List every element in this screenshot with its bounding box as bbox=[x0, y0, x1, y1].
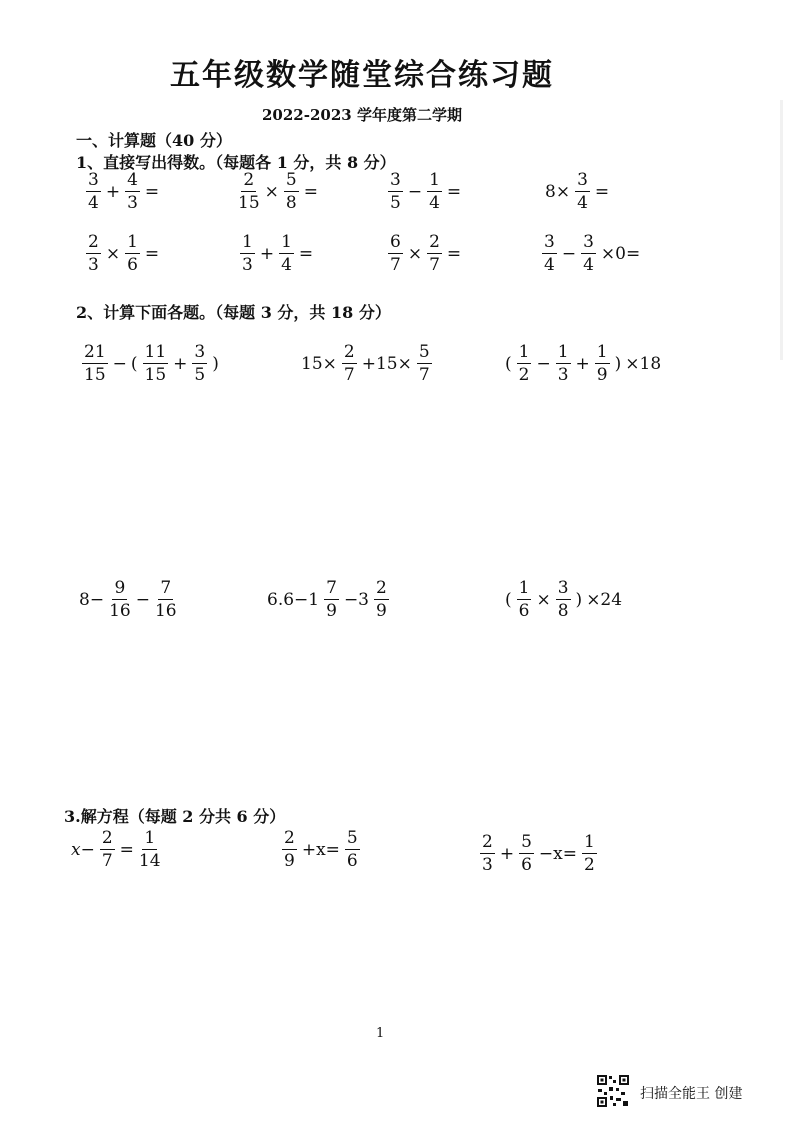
qr-code-icon bbox=[596, 1074, 630, 1112]
scanner-credit: 扫描全能王 创建 bbox=[640, 1086, 743, 1102]
operator: × bbox=[407, 244, 423, 264]
operator: + bbox=[105, 182, 121, 202]
fraction bbox=[517, 344, 532, 384]
numerator: 21 bbox=[84, 342, 106, 362]
numerator: 2 bbox=[482, 832, 493, 852]
fraction bbox=[581, 234, 596, 274]
q2-item-a bbox=[80, 344, 220, 384]
numerator: 11 bbox=[144, 342, 167, 362]
denominator: 3 bbox=[127, 193, 138, 213]
denominator: 15 bbox=[84, 365, 106, 385]
numerator: 1 bbox=[144, 828, 156, 848]
q1-item-5 bbox=[84, 234, 160, 274]
numerator: 7 bbox=[160, 578, 172, 598]
numerator: 9 bbox=[114, 578, 126, 598]
operator: = bbox=[594, 182, 610, 202]
fraction bbox=[284, 172, 299, 212]
operator: = bbox=[303, 182, 318, 202]
page-subtitle: 2022-2023 学年度第二学期 bbox=[262, 106, 462, 124]
operator: ) bbox=[614, 354, 622, 374]
fraction bbox=[86, 234, 101, 274]
operator: × bbox=[105, 244, 121, 264]
q2-item-c bbox=[504, 344, 662, 384]
q2-item-d bbox=[78, 580, 179, 620]
scan-edge-mark bbox=[780, 100, 783, 360]
numerator: 2 bbox=[284, 828, 295, 848]
denominator: 6 bbox=[127, 255, 138, 275]
operator: ×24 bbox=[586, 590, 623, 610]
fraction bbox=[427, 234, 442, 274]
denominator: 9 bbox=[326, 601, 337, 621]
operator: − bbox=[561, 244, 577, 264]
denominator: 3 bbox=[88, 255, 99, 275]
operator: + bbox=[259, 244, 275, 264]
fraction bbox=[582, 834, 597, 874]
q1-item-6 bbox=[238, 234, 314, 274]
section-title-calculation: 一、计算题（40 分） bbox=[76, 131, 232, 150]
operator: 8× bbox=[545, 182, 571, 202]
q1-item-4 bbox=[544, 172, 610, 212]
fraction bbox=[417, 344, 432, 384]
numerator: 2 bbox=[101, 828, 113, 848]
denominator: 7 bbox=[343, 365, 355, 385]
fraction bbox=[86, 172, 101, 212]
operator: ( bbox=[505, 590, 512, 610]
q1-item-2 bbox=[236, 172, 319, 212]
fraction bbox=[556, 580, 571, 620]
operator: ×18 bbox=[625, 354, 662, 374]
fraction bbox=[139, 830, 161, 870]
section-title-equations: 3.解方程（每题 2 分共 6 分） bbox=[64, 807, 286, 826]
fraction bbox=[427, 172, 442, 212]
operator: +15× bbox=[361, 354, 412, 374]
numerator: 2 bbox=[429, 232, 440, 252]
numerator: 2 bbox=[243, 170, 255, 190]
denominator: 9 bbox=[376, 601, 387, 621]
denominator: 4 bbox=[583, 255, 594, 275]
question-1-title: 1、直接写出得数。（每题各 1 分，共 8 分） bbox=[76, 153, 396, 172]
q1-item-8 bbox=[540, 234, 641, 274]
denominator: 15 bbox=[144, 365, 167, 385]
operator: = bbox=[119, 840, 134, 860]
operator: − bbox=[536, 354, 551, 374]
denominator: 4 bbox=[429, 193, 440, 213]
denominator: 7 bbox=[429, 255, 440, 275]
denominator: 16 bbox=[109, 601, 131, 621]
fraction bbox=[345, 830, 360, 870]
numerator: 1 bbox=[127, 232, 138, 252]
operator: = bbox=[144, 244, 160, 264]
operator: + bbox=[575, 354, 590, 374]
denominator: 4 bbox=[281, 255, 292, 275]
numerator: 1 bbox=[242, 232, 253, 252]
numerator: 3 bbox=[390, 170, 401, 190]
denominator: 6 bbox=[346, 851, 358, 871]
fraction bbox=[342, 344, 357, 384]
fraction bbox=[556, 344, 571, 384]
operator: +x= bbox=[301, 840, 340, 860]
numerator: 3 bbox=[577, 170, 588, 190]
denominator: 16 bbox=[154, 601, 177, 621]
numerator: 2 bbox=[343, 342, 355, 362]
operator: ( bbox=[130, 354, 138, 374]
denominator: 7 bbox=[101, 851, 113, 871]
numerator: 2 bbox=[88, 232, 99, 252]
operator: × bbox=[536, 590, 551, 610]
numerator: 4 bbox=[127, 170, 138, 190]
fraction bbox=[279, 234, 294, 274]
fraction bbox=[282, 830, 297, 870]
denominator: 6 bbox=[518, 601, 530, 621]
fraction bbox=[575, 172, 590, 212]
numerator: 1 bbox=[281, 232, 292, 252]
operator: − bbox=[407, 182, 423, 202]
fraction bbox=[595, 344, 610, 384]
question-2-title: 2、计算下面各题。（每题 3 分，共 18 分） bbox=[76, 303, 391, 322]
fraction bbox=[240, 234, 255, 274]
denominator: 7 bbox=[418, 365, 430, 385]
fraction bbox=[519, 834, 534, 874]
denominator: 8 bbox=[285, 193, 297, 213]
equation-c bbox=[478, 834, 599, 874]
operator: 8− bbox=[79, 590, 105, 610]
numerator: 3 bbox=[544, 232, 555, 252]
operator: ) bbox=[212, 354, 219, 374]
denominator: 4 bbox=[544, 255, 555, 275]
numerator: 5 bbox=[285, 170, 297, 190]
denominator: 15 bbox=[238, 193, 260, 213]
denominator: 4 bbox=[88, 193, 99, 213]
q2-item-e bbox=[266, 580, 391, 620]
q2-item-f bbox=[504, 580, 623, 620]
operator: −3 bbox=[343, 590, 369, 610]
numerator: 2 bbox=[376, 578, 387, 598]
operator: 15× bbox=[301, 354, 337, 374]
fraction bbox=[517, 580, 532, 620]
denominator: 3 bbox=[557, 365, 569, 385]
operator: ( bbox=[505, 354, 512, 374]
denominator: 5 bbox=[390, 193, 401, 213]
page-number: 1 bbox=[376, 1026, 385, 1041]
fraction bbox=[324, 580, 339, 620]
fraction bbox=[125, 234, 140, 274]
fraction bbox=[155, 580, 177, 620]
denominator: 4 bbox=[577, 193, 588, 213]
denominator: 6 bbox=[521, 855, 532, 875]
denominator: 14 bbox=[138, 851, 161, 871]
q2-item-b bbox=[300, 344, 434, 384]
numerator: 1 bbox=[518, 578, 530, 598]
numerator: 7 bbox=[326, 578, 337, 598]
operator: + bbox=[173, 354, 188, 374]
numerator: 5 bbox=[346, 828, 358, 848]
q1-item-7 bbox=[386, 234, 462, 274]
operator: = bbox=[298, 244, 314, 264]
denominator: 9 bbox=[596, 365, 608, 385]
numerator: 1 bbox=[557, 342, 569, 362]
operator: × bbox=[264, 182, 279, 202]
q1-item-3 bbox=[386, 172, 462, 212]
denominator: 9 bbox=[284, 851, 295, 871]
page-title: 五年级数学随堂综合练习题 bbox=[170, 58, 554, 93]
operator: = bbox=[446, 244, 462, 264]
operator: + bbox=[499, 844, 515, 864]
operator: −x= bbox=[538, 844, 577, 864]
fraction bbox=[388, 172, 403, 212]
operator: − bbox=[112, 354, 127, 374]
fraction bbox=[125, 172, 140, 212]
operator: = bbox=[446, 182, 462, 202]
numerator: 5 bbox=[521, 832, 532, 852]
operator: 6.6−1 bbox=[267, 590, 320, 610]
denominator: 2 bbox=[583, 855, 595, 875]
numerator: 5 bbox=[418, 342, 430, 362]
fraction bbox=[192, 344, 207, 384]
fraction bbox=[238, 172, 260, 212]
fraction bbox=[82, 344, 108, 384]
denominator: 3 bbox=[482, 855, 493, 875]
operator: ×0= bbox=[600, 244, 641, 264]
denominator: 5 bbox=[194, 365, 206, 385]
denominator: 8 bbox=[557, 601, 569, 621]
numerator: 1 bbox=[518, 342, 530, 362]
numerator: 6 bbox=[390, 232, 401, 252]
equation-a bbox=[70, 830, 163, 870]
fraction bbox=[109, 580, 131, 620]
fraction bbox=[388, 234, 403, 274]
numerator: 1 bbox=[583, 832, 595, 852]
operator: x− bbox=[71, 840, 95, 860]
numerator: 3 bbox=[583, 232, 594, 252]
q1-item-1 bbox=[84, 172, 160, 212]
numerator: 3 bbox=[194, 342, 206, 362]
numerator: 1 bbox=[429, 170, 440, 190]
operator: − bbox=[135, 590, 150, 610]
denominator: 2 bbox=[518, 365, 530, 385]
fraction bbox=[374, 580, 389, 620]
numerator: 1 bbox=[596, 342, 608, 362]
operator: ) bbox=[575, 590, 583, 610]
fraction bbox=[480, 834, 495, 874]
fraction bbox=[100, 830, 115, 870]
numerator: 3 bbox=[557, 578, 569, 598]
equation-b bbox=[280, 830, 362, 870]
operator: = bbox=[144, 182, 160, 202]
denominator: 7 bbox=[390, 255, 401, 275]
numerator: 3 bbox=[88, 170, 99, 190]
fraction bbox=[143, 344, 169, 384]
denominator: 3 bbox=[242, 255, 253, 275]
fraction bbox=[542, 234, 557, 274]
